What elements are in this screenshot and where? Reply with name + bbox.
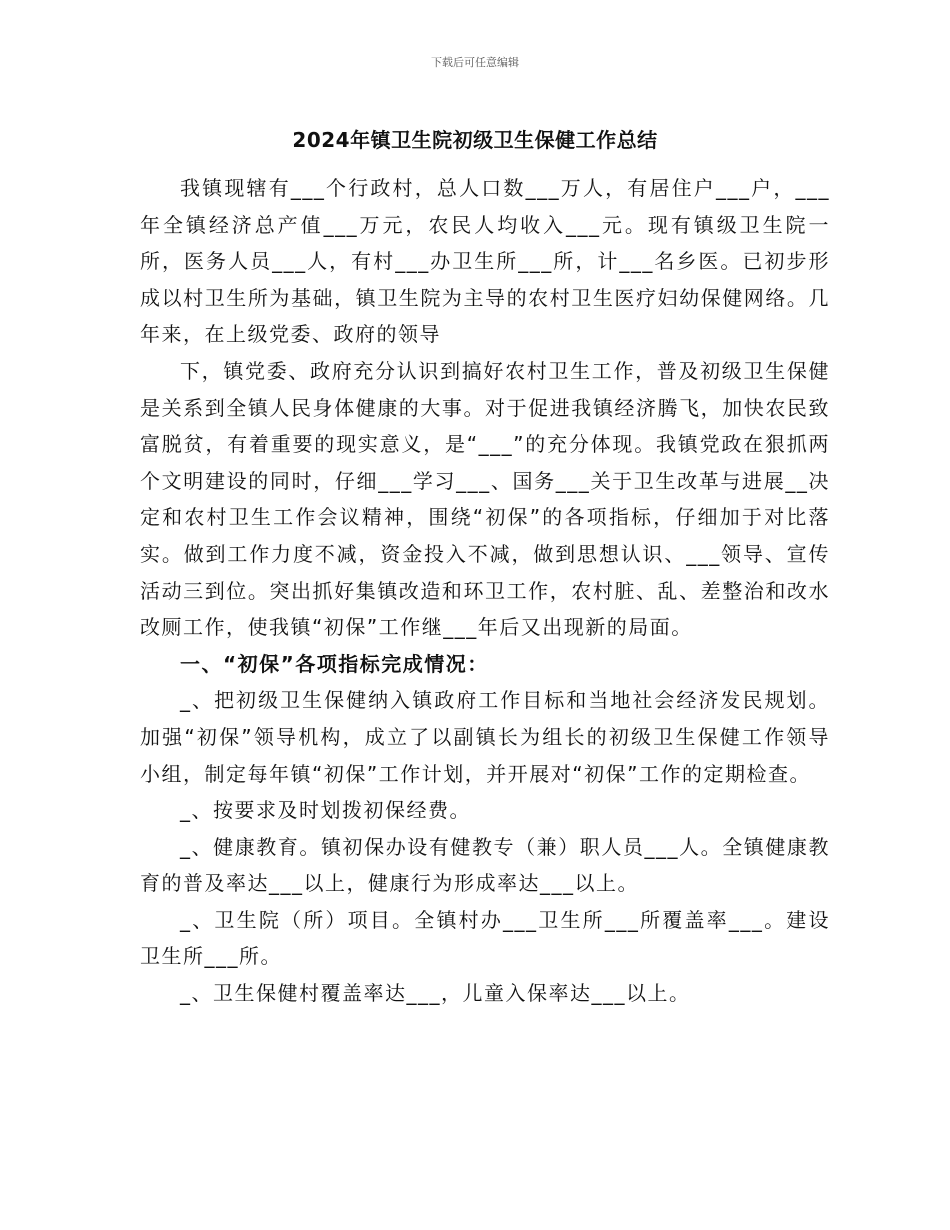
paragraph-overview: 下，镇党委、政府充分认识到搞好农村卫生工作，普及初级卫生保健是关系到全镇人民身体健康的大事。对于促进我镇经济腾飞，加快农民致富脱贫，有着重要的现实意义，是“___”的充分体现。我镇党政在狠抓两个文明建设的同时，仔细___学习___、国务___关于卫生改革与进展__决定和农村卫生工作会议精神，围绕“初保”的各项指标，仔细加于对比落实。做到工作力度不减，资金投入不减，做到思想认识、___领导、宣传活动三到位。突出抓好集镇改造和环卫工作，农村脏、乱、差整治和改水改厕工作，使我镇“初保”工作继___年后又出现新的局面。	[140, 358, 830, 640]
document-body	[140, 170, 830, 1012]
list-item: _、卫生保健村覆盖率达___，儿童入保率达___以上。	[180, 981, 691, 1006]
list-item: _、按要求及时划拨初保经费。	[180, 798, 471, 823]
section-heading: 一、“初保”各项指标完成情况：	[180, 651, 489, 676]
list-item: _、健康教育。镇初保办设有健教专（兼）职人员___人。全镇健康教育的普及率达___以上，健康行为形成率达___以上。	[140, 834, 830, 896]
page-header-note: 下载后可任意编辑	[431, 56, 519, 69]
list-item: _、把初级卫生保健纳入镇政府工作目标和当地社会经济发民规划。加强“初保”领导机构，成立了以副镇长为组长的初级卫生保健工作领导小组，制定每年镇“初保”工作计划，并开展对“初保”工作的定期检查。	[140, 688, 830, 786]
list-item: _、卫生院（所）项目。全镇村办___卫生所___所覆盖率___。建设卫生所___所。	[140, 907, 830, 969]
document-title: 2024年镇卫生院初级卫生保健工作总结	[292, 128, 658, 152]
paragraph-intro: 我镇现辖有___个行政村，总人口数___万人，有居住户___户，___年全镇经济总产值___万元，农民人均收入___元。现有镇级卫生院一所，医务人员___人，有村___办卫生所___所，计___名乡医。已初步形成以村卫生所为基础，镇卫生院为主导的农村卫生医疗妇幼保健网络。几年来，在上级党委、政府的领导	[140, 176, 830, 347]
